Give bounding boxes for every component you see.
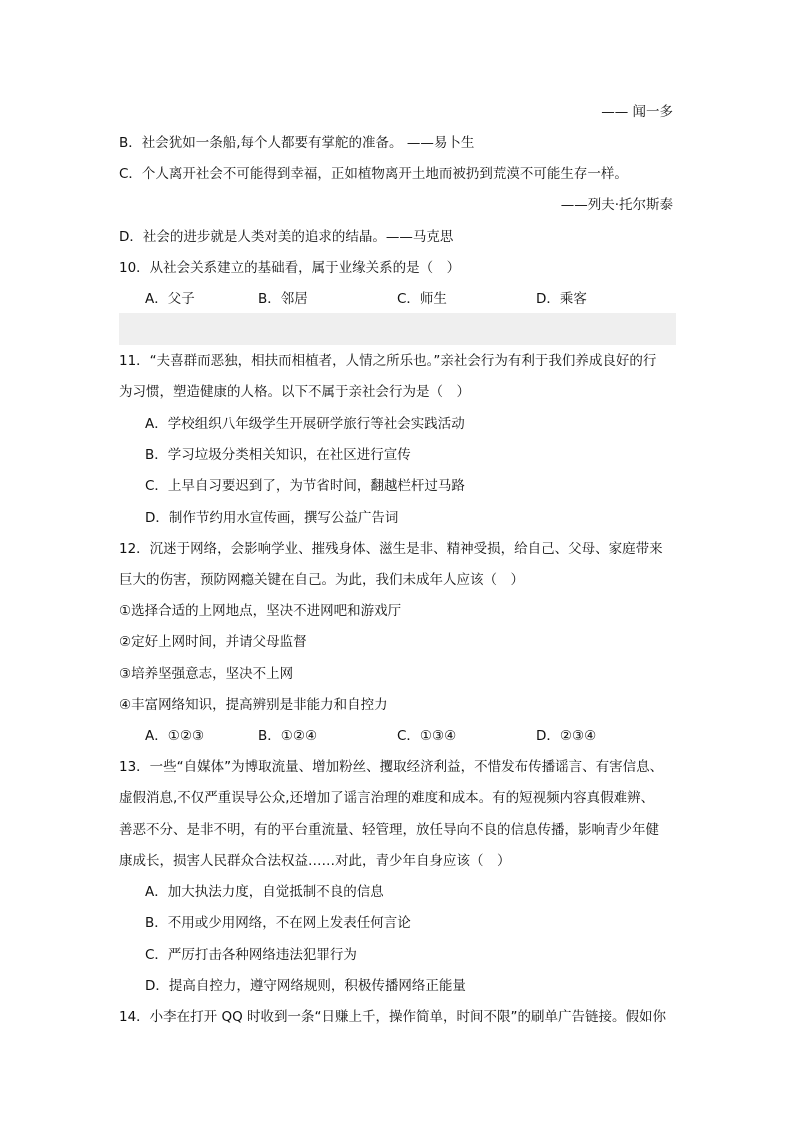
q11-option-c: C．上早自习要迟到了，为节省时间，翻越栏杆过马路 [145, 478, 465, 494]
q13-option-b: B．不用或少用网络，不在网上发表任何言论 [145, 915, 411, 931]
q14-stem-line-1: 14．小李在打开 QQ 时收到一条“日赚上千，操作简单，时间不限”的刷单广告链接。假如你 [119, 1009, 666, 1025]
q11-stem-line-1: 11．“夫喜群而恶独，相扶而相植者，人情之所乐也。”亲社会行为有利于我们养成良好的行 [119, 353, 657, 369]
q13-option-a: A．加大执法力度，自觉抵制不良的信息 [145, 884, 384, 900]
q12-stem-line-2: 巨大的伤害，预防网瘾关键在自己。为此，我们未成年人应该（ ） [119, 572, 524, 588]
q12-option-a: A．①②③ [145, 728, 205, 744]
q13-stem-line-2: 虚假消息,不仅严重误导公众,还增加了谣言治理的难度和成本。有的短视频内容真假难辨、 [119, 790, 655, 806]
q12-item-4: ④丰富网络知识，提高辨别是非能力和自控力 [119, 697, 388, 713]
q13-option-c: C．严厉打击各种网络违法犯罪行为 [145, 947, 357, 963]
q11-option-a: A．学校组织八年级学生开展研学旅行等社会实践活动 [145, 416, 465, 432]
q9-option-a-attribution: —— 闻一多 [601, 104, 673, 120]
q9-option-b: B．社会犹如一条船,每个人都要有掌舵的准备。 ——易卜生 [119, 135, 475, 151]
q12-option-d: D．②③④ [536, 728, 597, 744]
q13-stem-line-3: 善恶不分、是非不明，有的平台重流量、轻管理，放任导向不良的信息传播，影响青少年健 [119, 822, 659, 838]
q9-option-d: D．社会的进步就是人类对美的追求的结晶。——马克思 [119, 229, 454, 245]
q9-option-c-attribution: ——列夫·托尔斯泰 [560, 197, 673, 213]
q13-stem-line-4: 康成长，损害人民群众合法权益……对此，青少年自身应该（ ） [119, 853, 511, 869]
q12-option-b: B．①②④ [258, 728, 318, 744]
q10-option-d: D．乘客 [536, 291, 587, 307]
q10-stem: 10．从社会关系建立的基础看，属于业缘关系的是（ ） [119, 260, 461, 276]
q13-stem-line-1: 13．一些“自媒体”为博取流量、增加粉丝、攫取经济利益，不惜发布传播谣言、有害信息、 [119, 759, 664, 775]
q11-option-b: B．学习垃圾分类相关知识，在社区进行宣传 [145, 447, 411, 463]
q11-stem-line-2: 为习惯，塑造健康的人格。以下不属于亲社会行为是（ ） [119, 384, 470, 400]
q12-option-c: C．①③④ [397, 728, 457, 744]
blank-band [119, 313, 676, 345]
q9-option-c: C．个人离开社会不可能得到幸福，正如植物离开土地而被扔到荒漠不可能生存一样。 [119, 166, 628, 182]
q13-option-d: D．提高自控力，遵守网络规则，积极传播网络正能量 [145, 978, 466, 994]
q10-option-b: B．邻居 [258, 291, 308, 307]
q12-item-3: ③培养坚强意志，坚决不上网 [119, 666, 294, 682]
q12-stem-line-1: 12．沉迷于网络，会影响学业、摧残身体、滋生是非、精神受损，给自己、父母、家庭带来 [119, 541, 663, 557]
q12-item-1: ①选择合适的上网地点，坚决不进网吧和游戏厅 [119, 603, 402, 619]
q12-item-2: ②定好上网时间，并请父母监督 [119, 634, 307, 650]
q10-option-c: C．师生 [397, 291, 447, 307]
q10-option-a: A．父子 [145, 291, 195, 307]
q11-option-d: D．制作节约用水宣传画，撰写公益广告词 [145, 510, 399, 526]
